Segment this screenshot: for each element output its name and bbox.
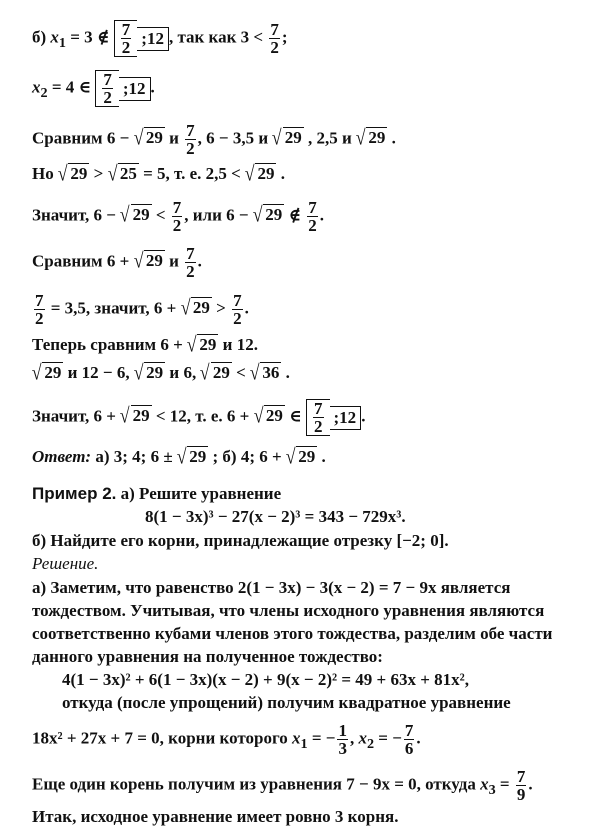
radicand: 29: [265, 406, 283, 426]
text: .: [528, 774, 533, 794]
text: ∈: [284, 406, 307, 426]
subscript: 2: [40, 84, 48, 101]
text: = 3 ∉: [66, 27, 114, 47]
roots-line: [32, 722, 421, 757]
solution-label: [32, 553, 98, 575]
sqrt: √ 29: [355, 125, 386, 150]
var-x: x: [50, 27, 59, 47]
text: , так как 3 <: [168, 27, 268, 47]
numerator: 7: [186, 121, 195, 140]
radicand: 29: [212, 363, 230, 382]
answer-line: [32, 446, 326, 468]
fraction: [185, 245, 196, 280]
sqrt: √ 36: [249, 360, 280, 385]
numerator: 7: [308, 198, 317, 217]
var-x: x: [32, 77, 41, 97]
text: Теперь сравним 6 +: [32, 335, 188, 354]
fraction: [172, 199, 183, 234]
text: .: [387, 128, 396, 148]
subscript: 1: [300, 735, 308, 752]
subscript: 1: [58, 34, 66, 51]
equation-main: [145, 506, 406, 528]
numerator: 7: [186, 244, 195, 263]
sqrt: √ 29: [272, 125, 302, 150]
text: <: [151, 205, 170, 225]
text: .: [317, 447, 326, 466]
text: .: [150, 77, 155, 97]
example-label: Пример 2.: [32, 484, 117, 503]
fraction: [232, 292, 243, 327]
radicand: 29: [132, 205, 150, 225]
radicand: 29: [265, 205, 283, 225]
text: ;12: [333, 407, 357, 427]
denominator: 2: [186, 139, 195, 158]
text: 8(1 − 3x)³ − 27(x − 2)³ = 343 − 729x³.: [145, 507, 406, 526]
text: Но: [32, 164, 58, 183]
interval-left-bracket: [114, 20, 138, 57]
sqrt: √ 29: [252, 202, 283, 227]
line-5: [32, 199, 324, 234]
sqrt: √ 29: [133, 125, 163, 150]
text: .: [319, 205, 325, 225]
text: и 6,: [165, 363, 201, 382]
radicand: 29: [44, 363, 62, 382]
text: тождеством. Учитывая, что члены исходного уравнения являются: [32, 601, 545, 620]
text: Сравним 6 +: [32, 251, 134, 271]
radicand: 29: [146, 363, 164, 382]
sqrt: √ 29: [285, 444, 316, 469]
para-line-1: [32, 577, 510, 599]
fraction: [337, 722, 348, 757]
radicand: 29: [298, 447, 316, 466]
text: ,: [349, 728, 359, 748]
interval-left-bracket: [306, 399, 330, 436]
fraction: [516, 768, 527, 803]
radicand: 29: [257, 164, 275, 183]
numerator: 7: [516, 767, 526, 786]
text: и: [164, 251, 184, 271]
numerator: 7: [103, 70, 112, 89]
text: = −: [307, 728, 336, 748]
example-heading: [32, 483, 281, 505]
denominator: 2: [314, 417, 323, 436]
para-line-4: [32, 646, 383, 668]
sqrt: √ 29: [180, 295, 210, 320]
var-x: x: [480, 774, 489, 794]
numerator: 7: [233, 291, 242, 310]
denominator: 2: [270, 38, 279, 57]
sqrt: √ 29: [176, 444, 207, 469]
text: < 12, т. е. 6 +: [151, 406, 254, 426]
text: = 5, т. е. 2,5 <: [138, 164, 246, 183]
text: = −: [374, 728, 402, 748]
text: 4(1 − 3x)² + 6(1 − 3x)(x − 2) + 9(x − 2)² = 49 + 63x + 81x²,: [62, 670, 470, 689]
text: , или 6 −: [184, 205, 253, 225]
text: 18x² + 27x + 7 = 0, корни которого: [32, 728, 292, 748]
numerator: 7: [121, 20, 131, 39]
sqrt: √ 29: [200, 360, 230, 385]
radicand: 29: [189, 447, 207, 466]
sqrt: √ 29: [244, 161, 275, 186]
sqrt: √ 29: [253, 403, 283, 428]
numerator: 7: [172, 198, 182, 217]
denominator: 2: [186, 262, 195, 281]
para-line-2: [32, 600, 544, 622]
task-b: [32, 530, 449, 552]
sqrt: √ 29: [186, 332, 217, 357]
text: и: [164, 128, 184, 148]
text: .: [244, 298, 249, 318]
interval-left-bracket: [95, 70, 119, 107]
text: Итак, исходное уравнение имеет ровно 3 корня.: [32, 807, 399, 826]
text: ∉: [284, 205, 306, 225]
line-8: [32, 334, 258, 356]
line-3: [32, 122, 396, 157]
text: .: [281, 363, 290, 382]
text: ;: [281, 27, 288, 47]
sqrt: √ 29: [57, 161, 88, 186]
subscript: 3: [488, 781, 496, 798]
text: >: [211, 298, 231, 318]
text: откуда (после упрощений) получим квадратное уравнение: [62, 693, 511, 712]
numerator: 7: [270, 20, 279, 39]
text: , 6 − 3,5 и: [197, 128, 273, 148]
line-9: [32, 362, 290, 384]
fraction: [313, 400, 324, 435]
radicand: 25: [119, 164, 137, 183]
text: .: [197, 251, 202, 271]
radicand: 29: [70, 164, 88, 183]
text: б) Найдите его корни, принадлежащие отрезку [−2; 0].: [32, 531, 449, 550]
line-1: [32, 20, 288, 57]
radicand: 36: [262, 363, 280, 382]
sqrt: √ 29: [133, 360, 164, 385]
text: Сравним 6 −: [32, 128, 134, 148]
denominator: 2: [121, 38, 131, 57]
text: Еще один корень получим из уравнения 7 − 9x = 0, откуда: [32, 774, 481, 794]
interval-right-bracket: [137, 27, 169, 51]
fraction: [121, 21, 132, 56]
interval-right-bracket: [330, 406, 362, 430]
text: .: [276, 164, 285, 183]
text: ;12: [122, 78, 146, 98]
sqrt: √ 25: [107, 161, 137, 186]
text: а) Решите уравнение: [116, 484, 282, 503]
identity-equation: [62, 669, 469, 691]
text: =: [495, 774, 514, 794]
radicand: 29: [199, 335, 217, 354]
text: а) 3; 4; 6 ±: [91, 447, 177, 466]
line-7: [32, 292, 249, 327]
denominator: 6: [404, 739, 414, 758]
text: соответственно кубами членов этого тождества, разделим обе части: [32, 624, 553, 643]
fraction: [34, 292, 45, 327]
para-line-6: [62, 692, 511, 714]
interval-right-bracket: [119, 77, 151, 101]
text: .: [416, 728, 421, 748]
text: , 2,5 и: [303, 128, 357, 148]
text: а) Заметим, что равенство 2(1 − 3x) − 3(x − 2) = 7 − 9x является: [32, 578, 511, 597]
text: Решение.: [32, 554, 99, 573]
numerator: 1: [338, 721, 347, 740]
denominator: 2: [103, 88, 112, 107]
sqrt: √ 29: [133, 248, 163, 273]
answer-label: Ответ:: [32, 447, 92, 466]
denominator: 2: [35, 309, 44, 328]
text: данного уравнения на полученное тождество:: [32, 647, 383, 666]
denominator: 3: [338, 739, 347, 758]
sqrt: √ 29: [31, 360, 62, 385]
denominator: 2: [172, 216, 182, 235]
fraction: [102, 71, 113, 106]
text: и 12 − 6,: [63, 363, 134, 382]
fraction: [404, 722, 415, 757]
text: = 4 ∈: [47, 77, 96, 97]
text: и 12.: [218, 335, 258, 354]
radicand: 29: [192, 298, 210, 318]
radicand: 29: [368, 128, 386, 148]
line-10: [32, 399, 365, 436]
text: б): [32, 27, 51, 47]
var-x: x: [358, 728, 367, 748]
denominator: 9: [516, 785, 526, 804]
fraction: [307, 199, 318, 234]
sqrt: √ 29: [120, 202, 150, 227]
text: ; б) 4; 6 +: [208, 447, 286, 466]
radicand: 29: [132, 406, 150, 426]
numerator: 7: [314, 399, 323, 418]
radicand: 29: [145, 251, 163, 271]
sqrt: √ 29: [120, 403, 150, 428]
text: >: [89, 164, 108, 183]
text: Значит, 6 −: [32, 205, 121, 225]
subscript: 2: [366, 735, 375, 752]
text: = 3,5, значит, 6 +: [46, 298, 181, 318]
var-x: x: [292, 728, 301, 748]
text: .: [361, 406, 366, 426]
denominator: 2: [233, 309, 242, 328]
line-2: [32, 70, 155, 107]
fraction: [185, 122, 196, 157]
para-line-3: [32, 623, 552, 645]
line-4: [32, 163, 285, 185]
numerator: 7: [404, 721, 414, 740]
radicand: 29: [145, 128, 163, 148]
radicand: 29: [284, 128, 302, 148]
line-6: [32, 245, 202, 280]
conclusion-line: [32, 806, 398, 828]
text: Значит, 6 +: [32, 406, 121, 426]
denominator: 2: [308, 216, 317, 235]
text: <: [231, 363, 250, 382]
text: ;12: [141, 28, 164, 48]
third-root-line: [32, 768, 533, 803]
fraction: [269, 21, 280, 56]
numerator: 7: [35, 291, 44, 310]
